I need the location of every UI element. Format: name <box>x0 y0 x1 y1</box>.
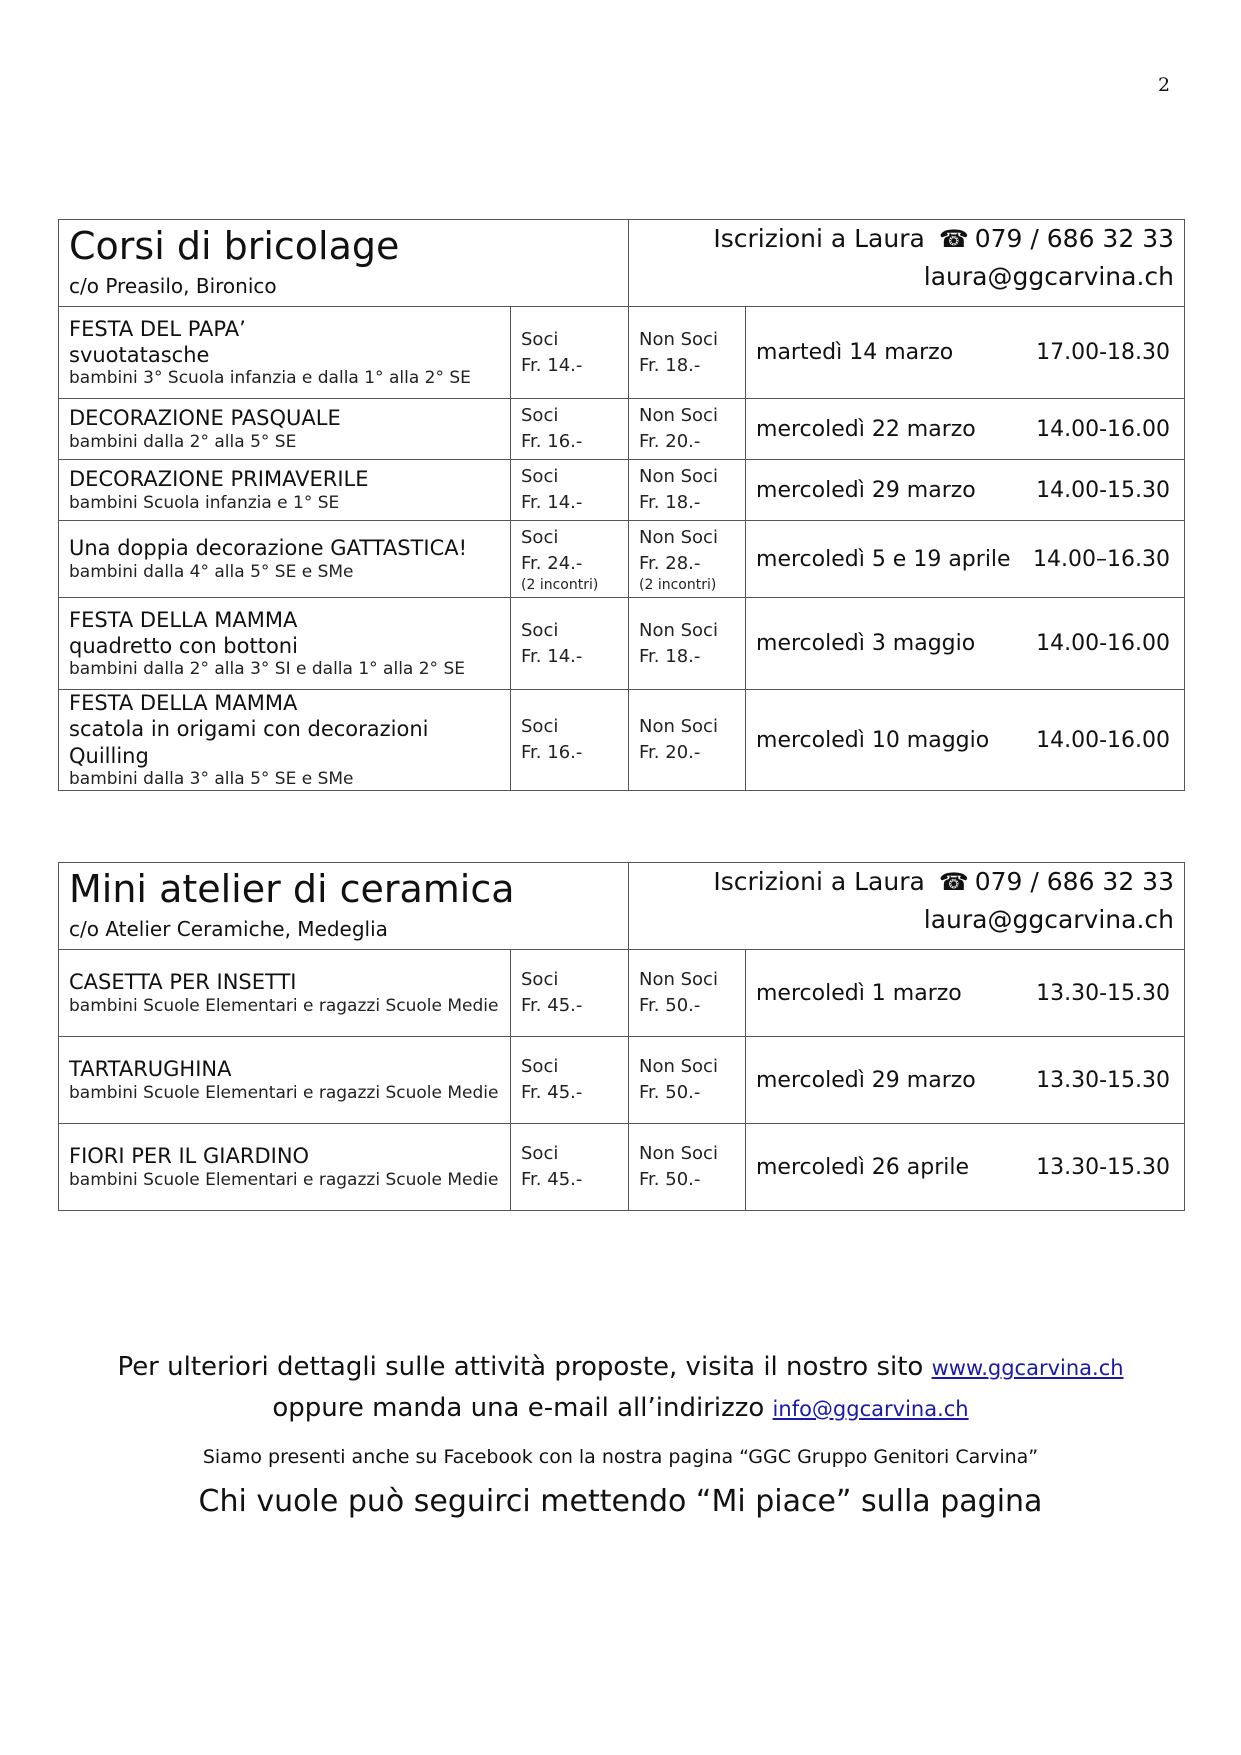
course-date: martedì 14 marzo <box>756 340 954 365</box>
course-audience: bambini 3° Scuola infanzia e dalla 1° alla 2° SE <box>69 368 471 389</box>
schedule-cell <box>746 521 1185 598</box>
nonmember-price-cell <box>629 521 746 598</box>
footer-line-1 <box>0 1352 1241 1382</box>
contact-email: laura@ggcarvina.ch <box>923 905 1174 934</box>
course-date: mercoledì 29 marzo <box>756 477 976 503</box>
phone-icon: ☎ <box>938 225 969 253</box>
member-price: Fr. 16.- <box>521 742 583 763</box>
course-row <box>59 1124 1185 1211</box>
member-price: Fr. 45.- <box>521 995 583 1016</box>
nonmember-label: Non Soci <box>639 1143 718 1164</box>
schedule-cell <box>746 598 1185 690</box>
phone-icon: ☎ <box>938 868 969 896</box>
course-date: mercoledì 3 maggio <box>756 631 976 656</box>
course-subtitle: svuotatasche <box>69 342 210 367</box>
course-row <box>59 690 1185 791</box>
course-time: 14.00–16.30 <box>1033 546 1171 572</box>
schedule-cell <box>746 690 1185 791</box>
nonmember-label: Non Soci <box>639 328 718 350</box>
course-time: 17.00-18.30 <box>1036 340 1171 365</box>
section-header <box>59 863 1185 950</box>
course-title: FIORI PER IL GIARDINO <box>69 1144 310 1169</box>
page-number: 2 <box>1158 74 1171 96</box>
course-cell <box>59 1037 511 1124</box>
nonmember-price-cell <box>629 399 746 460</box>
course-audience: bambini Scuole Elementari e ragazzi Scuole Medie <box>69 1169 499 1190</box>
nonmember-label: Non Soci <box>639 1056 718 1077</box>
facebook-note: Siamo presenti anche su Facebook con la nostra pagina “GGC Gruppo Genitori Carvina” <box>202 1446 1039 1468</box>
member-label: Soci <box>521 466 559 487</box>
nonmember-label: Non Soci <box>639 619 718 641</box>
schedule-cell <box>746 1037 1185 1124</box>
nonmember-price-cell <box>629 950 746 1037</box>
member-note: (2 incontri) <box>521 577 599 593</box>
schedule-cell <box>746 399 1185 460</box>
course-time: 13.30-15.30 <box>1036 1067 1170 1093</box>
course-title: CASETTA PER INSETTI <box>69 970 297 995</box>
nonmember-price: Fr. 50.- <box>639 1169 701 1190</box>
member-label: Soci <box>521 328 559 350</box>
contact-label: Iscrizioni a Laura <box>713 867 925 896</box>
nonmember-price: Fr. 18.- <box>639 645 701 667</box>
nonmember-label: Non Soci <box>639 405 718 426</box>
course-title: FESTA DELLA MAMMA <box>69 607 298 632</box>
footer-text: oppure manda una e-mail all’indirizzo <box>272 1393 765 1423</box>
schedule-cell <box>746 460 1185 521</box>
section-title: Corsi di bricolage <box>69 224 400 268</box>
member-price: Fr. 24.- <box>521 553 583 574</box>
nonmember-price-cell <box>629 690 746 791</box>
nonmember-price-cell <box>629 307 746 399</box>
course-title: DECORAZIONE PASQUALE <box>69 406 341 431</box>
phone-number: 079 / 686 32 33 <box>974 224 1175 253</box>
course-title: TARTARUGHINA <box>69 1057 232 1082</box>
course-audience: bambini Scuole Elementari e ragazzi Scuole Medie <box>69 995 499 1016</box>
footer-text: Per ulteriori dettagli sulle attività proposte, visita il nostro sito <box>117 1352 924 1382</box>
nonmember-price-cell <box>629 460 746 521</box>
course-subtitle: quadretto con bottoni <box>69 633 298 658</box>
course-cell <box>59 1124 511 1211</box>
footer-line-2 <box>0 1393 1241 1423</box>
member-price-cell <box>511 460 629 521</box>
course-audience: bambini dalla 3° alla 5° SE e SMe <box>69 768 354 789</box>
nonmember-price: Fr. 20.- <box>639 431 701 452</box>
member-label: Soci <box>521 1143 559 1164</box>
section-title: Mini atelier di ceramica <box>69 867 515 911</box>
ceramics-course-table <box>58 862 1185 1211</box>
member-price: Fr. 45.- <box>521 1169 583 1190</box>
course-cell <box>59 399 511 460</box>
nonmember-note: (2 incontri) <box>639 577 717 593</box>
course-row <box>59 460 1185 521</box>
member-price-cell <box>511 399 629 460</box>
nonmember-price: Fr. 18.- <box>639 354 701 376</box>
course-audience: bambini dalla 4° alla 5° SE e SMe <box>69 561 354 582</box>
nonmember-price: Fr. 18.- <box>639 492 701 513</box>
nonmember-price: Fr. 50.- <box>639 995 701 1016</box>
course-title: Una doppia decorazione GATTASTICA! <box>69 536 468 561</box>
member-price: Fr. 14.- <box>521 492 583 513</box>
nonmember-label: Non Soci <box>639 466 718 487</box>
course-row <box>59 307 1185 399</box>
nonmember-label: Non Soci <box>639 527 718 548</box>
section-location: c/o Preasilo, Bironico <box>69 274 277 298</box>
course-time: 13.30-15.30 <box>1036 980 1170 1006</box>
member-label: Soci <box>521 405 559 426</box>
member-price-cell <box>511 690 629 791</box>
course-title: FESTA DELLA MAMMA <box>69 691 298 715</box>
course-time: 13.30-15.30 <box>1036 1154 1170 1180</box>
like-note: Chi vuole può seguirci mettendo “Mi piace” sulla pagina <box>198 1484 1043 1519</box>
course-time: 14.00-15.30 <box>1036 477 1171 503</box>
course-title: DECORAZIONE PRIMAVERILE <box>69 467 369 492</box>
course-date: mercoledì 1 marzo <box>756 980 962 1006</box>
course-audience: bambini dalla 2° alla 5° SE <box>69 431 297 452</box>
section-header <box>59 220 1185 307</box>
course-row <box>59 521 1185 598</box>
member-price: Fr. 14.- <box>521 645 583 667</box>
course-date: mercoledì 5 e 19 aprile <box>756 546 1011 572</box>
bricolage-course-table <box>58 219 1185 791</box>
member-label: Soci <box>521 1056 559 1077</box>
course-title: FESTA DEL PAPA’ <box>69 316 246 341</box>
course-cell <box>59 460 511 521</box>
schedule-cell <box>746 950 1185 1037</box>
member-price-cell <box>511 521 629 598</box>
course-row <box>59 1037 1185 1124</box>
nonmember-label: Non Soci <box>639 969 718 990</box>
schedule-cell <box>746 307 1185 399</box>
course-time: 14.00-16.00 <box>1036 416 1171 442</box>
contact-label: Iscrizioni a Laura <box>713 224 925 253</box>
member-price: Fr. 45.- <box>521 1082 583 1103</box>
course-row <box>59 950 1185 1037</box>
nonmember-price-cell <box>629 1037 746 1124</box>
member-price-cell <box>511 598 629 690</box>
nonmember-price-cell <box>629 1124 746 1211</box>
nonmember-label: Non Soci <box>639 716 718 737</box>
course-subtitle: scatola in origami con decorazioni Quilling <box>69 717 429 768</box>
member-price-cell <box>511 950 629 1037</box>
member-price-cell <box>511 307 629 399</box>
schedule-cell <box>746 1124 1185 1211</box>
course-cell <box>59 950 511 1037</box>
nonmember-price: Fr. 28.- <box>639 553 701 574</box>
course-time: 14.00-16.00 <box>1036 631 1171 656</box>
course-date: mercoledì 22 marzo <box>756 416 976 442</box>
member-price-cell <box>511 1124 629 1211</box>
nonmember-price: Fr. 50.- <box>639 1082 701 1103</box>
course-date: mercoledì 26 aprile <box>756 1154 970 1180</box>
member-label: Soci <box>521 527 559 548</box>
course-date: mercoledì 29 marzo <box>756 1067 976 1093</box>
contact-email: laura@ggcarvina.ch <box>923 262 1175 291</box>
course-row <box>59 598 1185 690</box>
member-price: Fr. 14.- <box>521 354 583 376</box>
nonmember-price-cell <box>629 598 746 690</box>
member-label: Soci <box>521 716 559 737</box>
member-price-cell <box>511 1037 629 1124</box>
course-audience: bambini Scuola infanzia e 1° SE <box>69 492 340 513</box>
email-link[interactable]: info@ggcarvina.ch <box>772 1397 969 1421</box>
course-date: mercoledì 10 maggio <box>756 727 990 753</box>
member-label: Soci <box>521 619 559 641</box>
course-cell <box>59 598 511 690</box>
course-audience: bambini Scuole Elementari e ragazzi Scuole Medie <box>69 1082 499 1103</box>
course-cell <box>59 521 511 598</box>
member-label: Soci <box>521 969 559 990</box>
nonmember-price: Fr. 20.- <box>639 742 701 763</box>
course-row <box>59 399 1185 460</box>
course-time: 14.00-16.00 <box>1036 727 1171 753</box>
course-cell <box>59 307 511 399</box>
section-location: c/o Atelier Ceramiche, Medeglia <box>69 917 388 941</box>
member-price: Fr. 16.- <box>521 431 583 452</box>
website-link[interactable]: www.ggcarvina.ch <box>931 1356 1124 1380</box>
course-audience: bambini dalla 2° alla 3° SI e dalla 1° alla 2° SE <box>69 659 465 680</box>
course-cell <box>59 690 511 791</box>
phone-number: 079 / 686 32 33 <box>974 867 1174 896</box>
